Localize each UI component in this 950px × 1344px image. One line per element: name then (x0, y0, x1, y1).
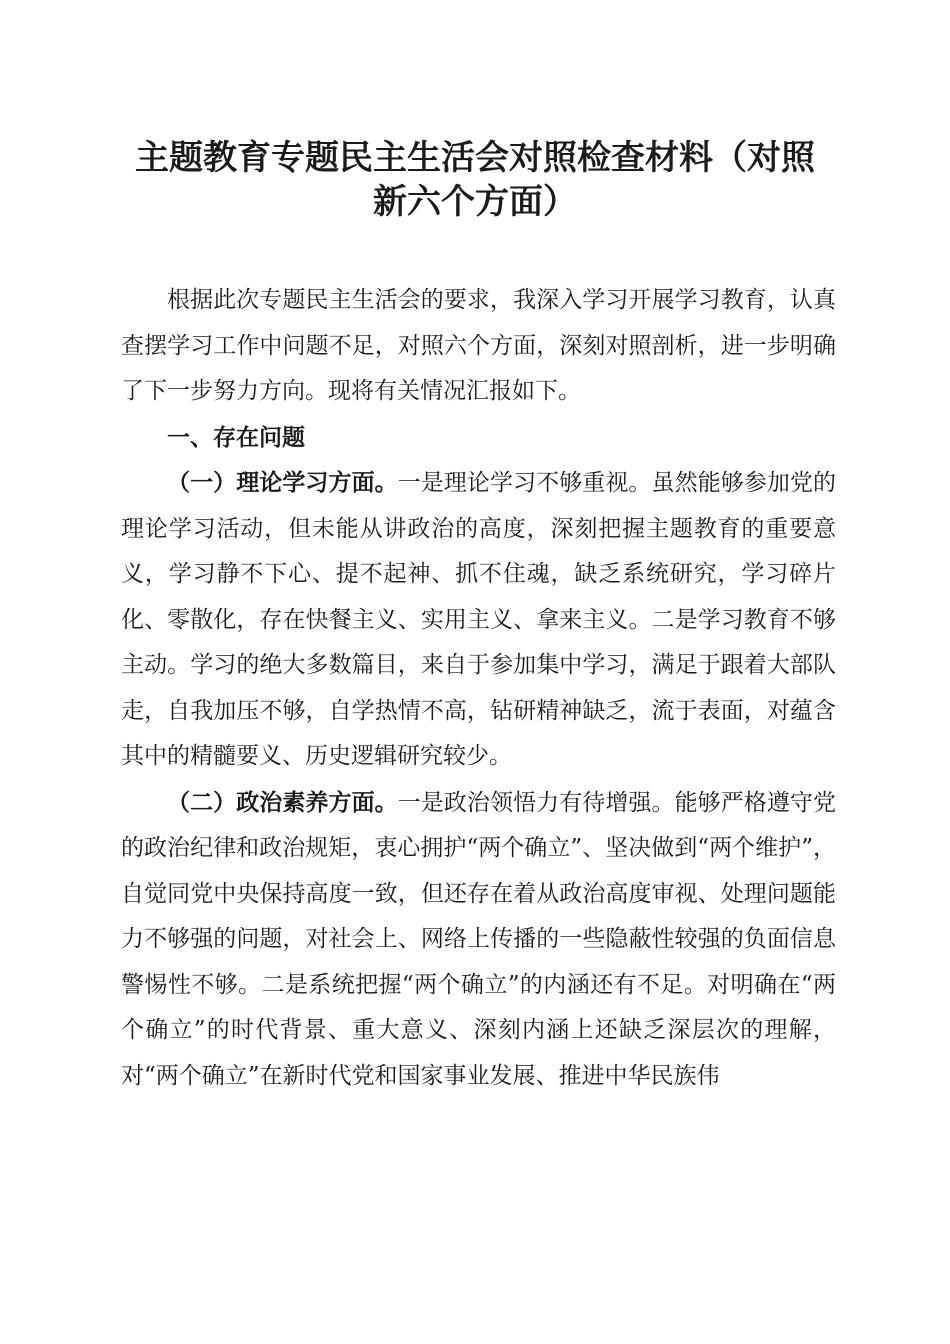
section-heading-problems: 一、存在问题 (167, 423, 305, 451)
document-body (121, 278, 836, 1099)
item-text-political-literacy: 一是政治领悟力有待增强。能够严格遵守党的政治纪律和政治规矩，衷心拥护“两个确立”、坚决做到“两个维护”，自觉同党中央保持高度一致，但还存在着从政治高度审视、处理问题能力不够强的问题，对社会上、网络上传播的一些隐蔽性较强的负面信息警惕性不够。二是系统把握“两个确立”的内涵还有不足。对明确在“两个确立”的时代背景、重大意义、深刻内涵上还缺乏深层次的理解，对“两个确立”在新时代党和国家事业发展、推进中华民族伟 (121, 789, 837, 1089)
paragraph-theory-study (121, 460, 836, 780)
title-line-2: 新六个方面） (373, 182, 577, 222)
intro-paragraph: 根据此次专题民主生活会的要求，我深入学习开展学习教育，认真查摆学习工作中问题不足，对照六个方面，深刻对照剖析，进一步明确了下一步努力方向。现将有关情况汇报如下。 (121, 287, 836, 404)
item-text-theory-study: 一是理论学习不够重视。虽然能够参加党的理论学习活动，但未能从讲政治的高度，深刻把握主题教育的重要意义，学习静不下心、提不起神、抓不住魂，缺乏系统研究，学习碎片化、零散化，存在快餐主义、实用主义、拿来主义。二是学习教育不够主动。学习的绝大多数篇目，来自于参加集中学习，满足于跟着大部队走，自我加压不够，自学热情不高，钻研精神缺乏，流于表面，对蕴含其中的精髓要义、历史逻辑研究较少。 (121, 470, 837, 769)
title-line-1: 主题教育专题民主生活会对照检查材料（对照 (135, 138, 815, 178)
paragraph-political-literacy (121, 780, 836, 1100)
item-label-political-literacy: （二）政治素养方面。 (167, 788, 398, 816)
document-title (100, 136, 850, 224)
item-label-theory-study: （一）理论学习方面。 (167, 469, 398, 496)
